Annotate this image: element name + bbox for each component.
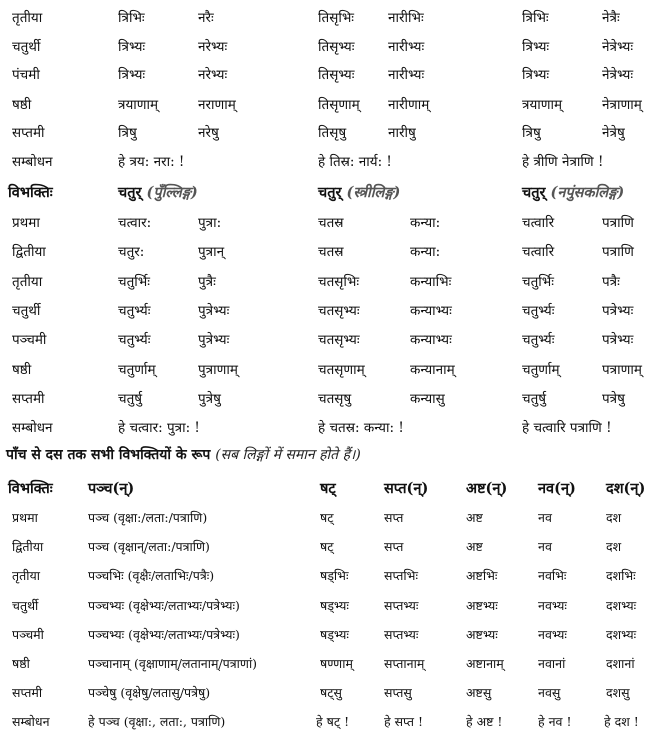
case-label: तृतीया <box>12 10 43 26</box>
masc-noun-form: नरेषु <box>198 125 219 141</box>
tri-row-saptami <box>0 121 671 145</box>
neut-noun-form: पत्रैः <box>602 274 620 290</box>
panch-form: पञ्चानाम् (वृक्षाणाम्/लतानाम्/पत्राणां) <box>88 656 258 671</box>
ashta-form: हे अष्ट ! <box>466 714 503 729</box>
panch-form: हे पञ्च (वृक्षा:, लता:, पत्राणि) <box>88 714 226 729</box>
neut-noun-form: पत्रेभ्यः <box>602 303 634 319</box>
fem-noun-form: नारीषु <box>388 125 416 141</box>
masc-noun-form: नरेभ्यः <box>198 39 228 55</box>
case-label: षष्ठी <box>12 656 30 671</box>
case-label: षष्ठी <box>12 362 32 378</box>
case-label: सप्तमी <box>12 685 43 700</box>
fem-number-form: चतसृषु <box>318 391 352 407</box>
panch-form: पञ्चभिः (वृक्षैः/लताभिः/पत्रैः) <box>88 568 215 583</box>
masc-noun-form: पुत्रेभ्यः <box>198 332 230 348</box>
vibhakti-header: विभक्तिः <box>8 480 53 497</box>
sapta-header: सप्त(न्) <box>384 480 429 497</box>
masc-noun-form: पुत्रेषु <box>198 391 221 407</box>
neut-noun-form: पत्रेभ्यः <box>602 332 634 348</box>
fem-word: चतुर् <box>318 184 342 201</box>
sapta-form: हे सप्त ! <box>384 714 424 729</box>
panch-form: पञ्चभ्यः (वृक्षेभ्यः/लताभ्यः/पत्रेभ्यः) <box>88 598 240 613</box>
chatur-row-shashthi <box>0 358 671 382</box>
masc-number-form: चत्वार: <box>118 215 152 231</box>
numbers-row-saptami <box>0 681 671 705</box>
shat-header: षट् <box>320 480 336 497</box>
neut-gender-label: (नपुंसकलिङ्ग) <box>550 184 625 201</box>
case-label: सप्तमी <box>12 391 45 407</box>
neut-number-form: त्रिभिः <box>522 10 549 26</box>
ashta-form: अष्टानाम् <box>466 656 504 671</box>
case-label: चतुर्थी <box>12 598 39 613</box>
chatur-header-row <box>0 181 671 205</box>
tri-row-chaturthi <box>0 35 671 59</box>
chatur-row-panchami <box>0 328 671 352</box>
fem-gender-label: (स्त्रीलिङ्ग) <box>346 184 401 201</box>
case-label: प्रथमा <box>12 510 38 525</box>
masc-vocative: हे चत्वार: पुत्रा: ! <box>118 420 200 436</box>
nava-form: नवभिः <box>538 568 567 583</box>
dasha-form: दशभिः <box>606 568 636 583</box>
numbers-row-prathama <box>0 506 671 530</box>
shat-form: षट् <box>320 539 334 554</box>
fem-number-form: चतस्र <box>318 215 344 231</box>
panch-form: पञ्च (वृक्षान्/लता:/पत्राणि) <box>88 539 210 554</box>
sapta-form: सप्तभिः <box>384 568 418 583</box>
panch-form: पञ्च (वृक्षा:/लता:/पत्राणि) <box>88 510 208 525</box>
case-label: द्वितीया <box>12 244 46 260</box>
fem-number-form: चतसृभ्यः <box>318 303 360 319</box>
tri-row-tritiya <box>0 6 671 30</box>
numbers-row-shashthi <box>0 652 671 676</box>
nava-form: नव <box>538 510 552 525</box>
sapta-form: सप्तसु <box>384 685 412 700</box>
masc-number-form: चतुर्षु <box>118 391 143 407</box>
tri-row-sambodhan <box>0 150 671 174</box>
case-label: पञ्चमी <box>12 332 47 348</box>
chatur-row-dvitiya <box>0 240 671 264</box>
neut-number-form: चतुर्षु <box>522 391 547 407</box>
tri-row-panchami <box>0 63 671 87</box>
shat-form: षड्भ्यः <box>320 598 349 613</box>
masc-number-form: चतुर्भ्यः <box>118 332 151 348</box>
numbers-row-chaturthi <box>0 594 671 618</box>
shat-form: षट्सु <box>320 685 342 700</box>
case-label: षष्ठी <box>12 97 32 113</box>
dasha-form: दश <box>606 510 622 525</box>
ashta-form: अष्टसु <box>466 685 492 700</box>
nava-form: नवभ्यः <box>538 598 567 613</box>
dasha-form: दशभ्यः <box>606 627 637 642</box>
neut-noun-form: पत्राणि <box>602 215 634 231</box>
neut-number-form: चत्वारि <box>522 215 555 231</box>
masc-noun-form: पुत्राणाम् <box>198 362 238 378</box>
shat-form: षण्णाम् <box>320 656 353 671</box>
masc-noun-form: पुत्रा: <box>198 215 222 231</box>
vibhakti-header: विभक्तिः <box>8 184 53 201</box>
sapta-form: सप्तानाम् <box>384 656 425 671</box>
neut-number-form: त्रिभ्यः <box>522 39 550 55</box>
shat-form: षट् <box>320 510 334 525</box>
case-label: पंचमी <box>12 67 40 83</box>
fem-vocative: हे चतस्र: कन्या: ! <box>318 420 404 436</box>
neut-number-form: त्रिभ्यः <box>522 67 550 83</box>
shat-form: षड्भिः <box>320 568 349 583</box>
neut-word: चतुर् <box>522 184 546 201</box>
panch-form: पञ्चभ्यः (वृक्षेभ्यः/लताभ्यः/पत्रेभ्यः) <box>88 627 240 642</box>
neut-vocative: हे चत्वारि पत्राणि ! <box>522 420 612 436</box>
masc-number-form: त्रिभ्यः <box>118 39 146 55</box>
neut-noun-form: नेत्रैः <box>602 10 620 26</box>
dasha-form: दशभ्यः <box>606 598 637 613</box>
chatur-row-sambodhan <box>0 416 671 440</box>
chatur-row-prathama <box>0 211 671 235</box>
case-label: प्रथमा <box>12 215 40 231</box>
numbers-row-panchami <box>0 623 671 647</box>
case-label: सप्तमी <box>12 125 45 141</box>
masc-number-form: चतुर्णाम् <box>118 362 156 378</box>
fem-noun-form: कन्याभ्यः <box>410 332 452 348</box>
fem-number-form: तिसृणाम् <box>318 97 360 113</box>
masc-vocative: हे त्रय: नरा: ! <box>118 154 185 170</box>
masc-noun-form: नरेभ्यः <box>198 67 228 83</box>
masc-noun-form: नरैः <box>198 10 214 26</box>
section-heading <box>6 443 361 467</box>
case-label: द्वितीया <box>12 539 44 554</box>
case-label: सम्बोधन <box>12 154 53 170</box>
neut-noun-form: नेत्रेभ्यः <box>602 39 634 55</box>
tri-row-shashthi <box>0 93 671 117</box>
neut-noun-form: नेत्रेषु <box>602 125 625 141</box>
numbers-row-dvitiya <box>0 535 671 559</box>
shat-form: हे षट् ! <box>316 714 350 729</box>
dasha-form: हे दश ! <box>604 714 639 729</box>
numbers-row-tritiya <box>0 564 671 588</box>
neut-number-form: चतुर्भ्यः <box>522 303 555 319</box>
fem-header <box>318 181 400 205</box>
neut-noun-form: नेत्रेभ्यः <box>602 67 634 83</box>
masc-number-form: त्रिभ्यः <box>118 67 146 83</box>
neut-vocative: हे त्रीणि नेत्राणि ! <box>522 154 604 170</box>
sapta-form: सप्त <box>384 510 404 525</box>
fem-noun-form: नारीभ्यः <box>388 67 425 83</box>
masc-number-form: त्रिभिः <box>118 10 145 26</box>
masc-word: चतुर् <box>118 184 142 201</box>
dasha-form: दश <box>606 539 622 554</box>
sapta-form: सप्तभ्यः <box>384 598 419 613</box>
ashta-form: अष्ट <box>466 510 483 525</box>
masc-number-form: चतुर्भिः <box>118 274 150 290</box>
neut-number-form: चतुर्भिः <box>522 274 554 290</box>
ashta-form: अष्टभिः <box>466 568 498 583</box>
neut-noun-form: नेत्राणाम् <box>602 97 642 113</box>
section-heading-note: (सब लिङ्गों में समान होते हैं।) <box>215 447 361 463</box>
fem-noun-form: कन्याभ्यः <box>410 303 452 319</box>
masc-number-form: त्रिषु <box>118 125 137 141</box>
numbers-row-sambodhan <box>0 710 671 734</box>
masc-number-form: चतुर: <box>118 244 145 260</box>
fem-number-form: चतसृभ्यः <box>318 332 360 348</box>
fem-noun-form: नारीणाम् <box>388 97 430 113</box>
masc-gender-label: (पुँल्लिङ्ग) <box>146 184 198 201</box>
nava-form: हे नव ! <box>538 714 572 729</box>
fem-noun-form: कन्यासु <box>410 391 445 407</box>
neut-number-form: त्रयाणाम् <box>522 97 563 113</box>
nava-form: नवसु <box>538 685 561 700</box>
case-label: चतुर्थी <box>12 39 41 55</box>
neut-number-form: चत्वारि <box>522 244 555 260</box>
fem-number-form: तिसृभ्यः <box>318 67 355 83</box>
masc-noun-form: पुत्रैः <box>198 274 216 290</box>
neut-header <box>522 181 624 205</box>
fem-number-form: चतस्र <box>318 244 344 260</box>
masc-header <box>118 181 198 205</box>
sapta-form: सप्त <box>384 539 404 554</box>
dasha-header: दश(न्) <box>606 480 646 497</box>
neut-number-form: चतुर्भ्यः <box>522 332 555 348</box>
shat-form: षड्भ्यः <box>320 627 349 642</box>
fem-number-form: तिसृभ्यः <box>318 39 355 55</box>
chatur-row-tritiya <box>0 270 671 294</box>
fem-noun-form: कन्या: <box>410 244 441 260</box>
case-label: तृतीया <box>12 568 40 583</box>
case-label: पञ्चमी <box>12 627 44 642</box>
fem-noun-form: नारीभिः <box>388 10 424 26</box>
masc-number-form: चतुर्भ्यः <box>118 303 151 319</box>
fem-noun-form: कन्याभिः <box>410 274 452 290</box>
nava-form: नवानां <box>538 656 566 671</box>
ashta-form: अष्टभ्यः <box>466 627 498 642</box>
case-label: तृतीया <box>12 274 43 290</box>
chatur-row-saptami <box>0 387 671 411</box>
numbers-header-row <box>0 477 671 501</box>
panch-header: पञ्च(न्) <box>88 480 135 497</box>
sapta-form: सप्तभ्यः <box>384 627 419 642</box>
ashta-form: अष्ट <box>466 539 483 554</box>
masc-noun-form: पुत्रेभ्यः <box>198 303 230 319</box>
fem-noun-form: नारीभ्यः <box>388 39 425 55</box>
fem-noun-form: कन्या: <box>410 215 441 231</box>
case-label: चतुर्थी <box>12 303 41 319</box>
ashta-form: अष्टभ्यः <box>466 598 498 613</box>
fem-number-form: चतसृणाम् <box>318 362 365 378</box>
masc-noun-form: नराणाम् <box>198 97 236 113</box>
masc-number-form: त्रयाणाम् <box>118 97 159 113</box>
case-label: सम्बोधन <box>12 714 50 729</box>
nava-form: नव <box>538 539 552 554</box>
panch-form: पञ्चेषु (वृक्षेषु/लतासु/पत्रेषु) <box>88 685 211 700</box>
dasha-form: दशानां <box>606 656 635 671</box>
nava-header: नव(न्) <box>538 480 576 497</box>
fem-number-form: चतसृभिः <box>318 274 360 290</box>
neut-noun-form: पत्राणाम् <box>602 362 642 378</box>
neut-number-form: त्रिषु <box>522 125 541 141</box>
masc-noun-form: पुत्रान् <box>198 244 225 260</box>
case-label: सम्बोधन <box>12 420 53 436</box>
fem-number-form: तिसृषु <box>318 125 347 141</box>
neut-noun-form: पत्रेषु <box>602 391 625 407</box>
dasha-form: दशसु <box>606 685 630 700</box>
fem-noun-form: कन्यानाम् <box>410 362 455 378</box>
fem-vocative: हे तिस्र: नार्य: ! <box>318 154 392 170</box>
ashta-header: अष्ट(न्) <box>466 480 508 497</box>
chatur-row-chaturthi <box>0 299 671 323</box>
section-heading-text: पाँच से दस तक सभी विभक्तियों के रूप <box>6 447 211 463</box>
neut-number-form: चतुर्णाम् <box>522 362 560 378</box>
neut-noun-form: पत्राणि <box>602 244 634 260</box>
nava-form: नवभ्यः <box>538 627 567 642</box>
fem-number-form: तिसृभिः <box>318 10 355 26</box>
